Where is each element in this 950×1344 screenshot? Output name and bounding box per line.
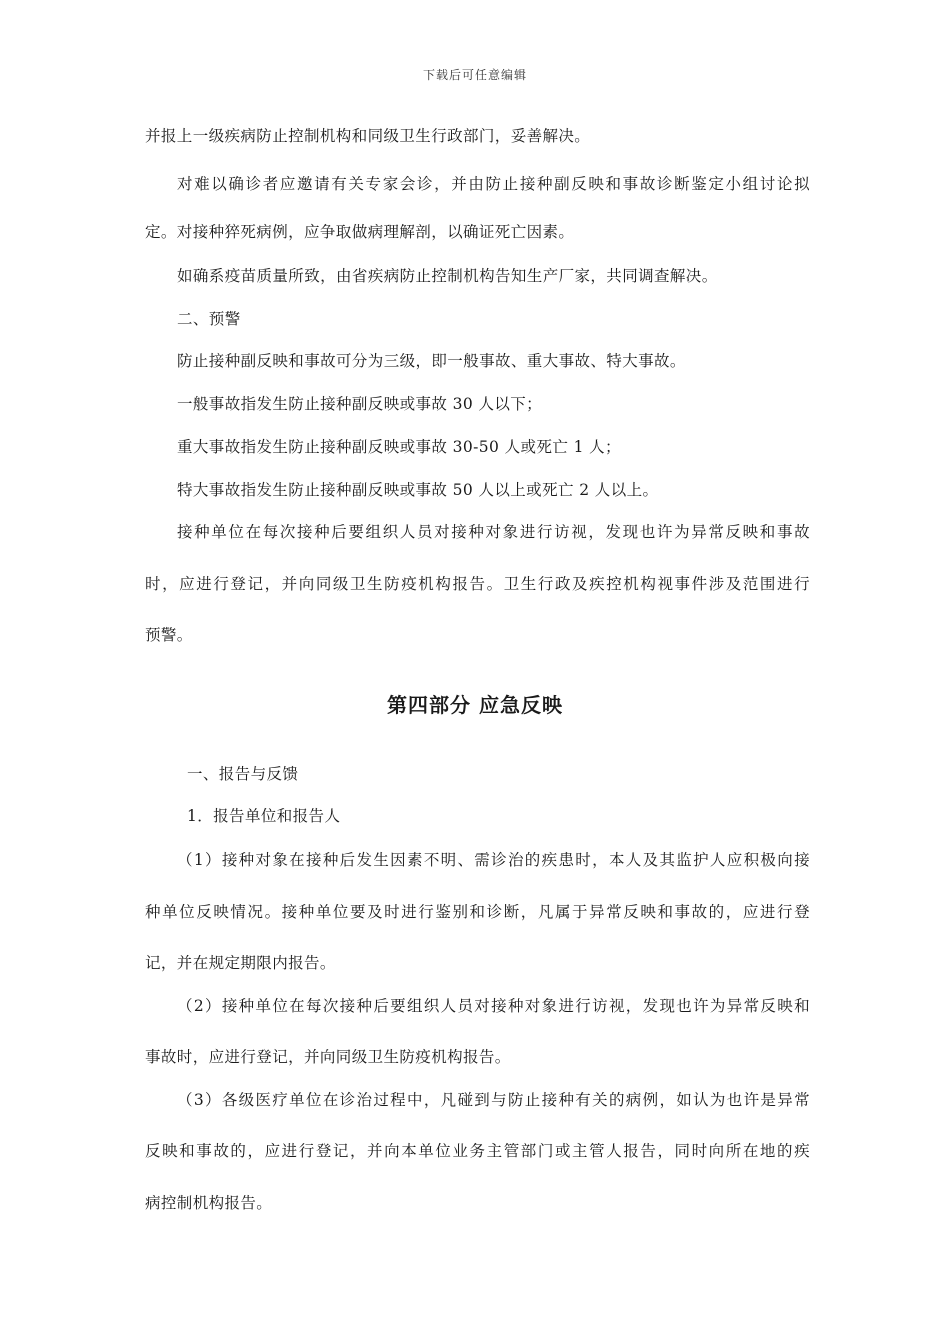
paragraph-line: 种单位反映情况。接种单位要及时进行鉴别和诊断，凡属于异常反映和事故的，应进行登 xyxy=(145,903,810,921)
paragraph-line: 重大事故指发生防止接种副反映或事故 30-50 人或死亡 1 人； xyxy=(177,438,621,456)
paragraph-line: （3）各级医疗单位在诊治过程中，凡碰到与防止接种有关的病例，如认为也许是异常 xyxy=(177,1091,810,1109)
paragraph-line: （2）接种单位在每次接种后要组织人员对接种对象进行访视，发现也许为异常反映和 xyxy=(177,997,810,1015)
paragraph-line: 病控制机构报告。 xyxy=(145,1194,273,1212)
paragraph-line: 对难以确诊者应邀请有关专家会诊，并由防止接种副反映和事故诊断鉴定小组讨论拟 xyxy=(177,175,810,193)
paragraph-line: 并报上一级疾病防止控制机构和同级卫生行政部门，妥善解决。 xyxy=(145,127,591,145)
paragraph-line: 一般事故指发生防止接种副反映或事故 30 人以下； xyxy=(177,395,543,413)
paragraph-line: 时，应进行登记，并向同级卫生防疫机构报告。卫生行政及疾控机构视事件涉及范围进行 xyxy=(145,575,810,593)
paragraph-line: 防止接种副反映和事故可分为三级，即一般事故、重大事故、特大事故。 xyxy=(177,352,686,370)
paragraph-line: 如确系疫苗质量所致，由省疾病防止控制机构告知生产厂家，共同调查解决。 xyxy=(177,267,718,285)
paragraph-line: 接种单位在每次接种后要组织人员对接种对象进行访视，发现也许为异常反映和事故 xyxy=(177,523,810,541)
paragraph-line: 事故时，应进行登记，并向同级卫生防疫机构报告。 xyxy=(145,1048,511,1066)
page-header: 下载后可任意编辑 xyxy=(422,68,527,82)
paragraph-line: 定。对接种猝死病例，应争取做病理解剖，以确证死亡因素。 xyxy=(145,223,575,241)
paragraph-line: 预警。 xyxy=(145,626,193,644)
paragraph-line: 记，并在规定期限内报告。 xyxy=(145,954,336,972)
paragraph-line: （1）接种对象在接种后发生因素不明、需诊治的疾患时，本人及其监护人应积极向接 xyxy=(177,851,810,869)
subheading: 1．报告单位和报告人 xyxy=(187,807,341,825)
subheading: 一、报告与反馈 xyxy=(187,765,299,783)
paragraph-line: 特大事故指发生防止接种副反映或事故 50 人以上或死亡 2 人以上。 xyxy=(177,481,659,499)
section-title: 第四部分 应急反映 xyxy=(387,693,563,717)
subheading: 二、预警 xyxy=(177,310,241,328)
paragraph-line: 反映和事故的，应进行登记，并向本单位业务主管部门或主管人报告，同时向所在地的疾 xyxy=(145,1142,810,1160)
